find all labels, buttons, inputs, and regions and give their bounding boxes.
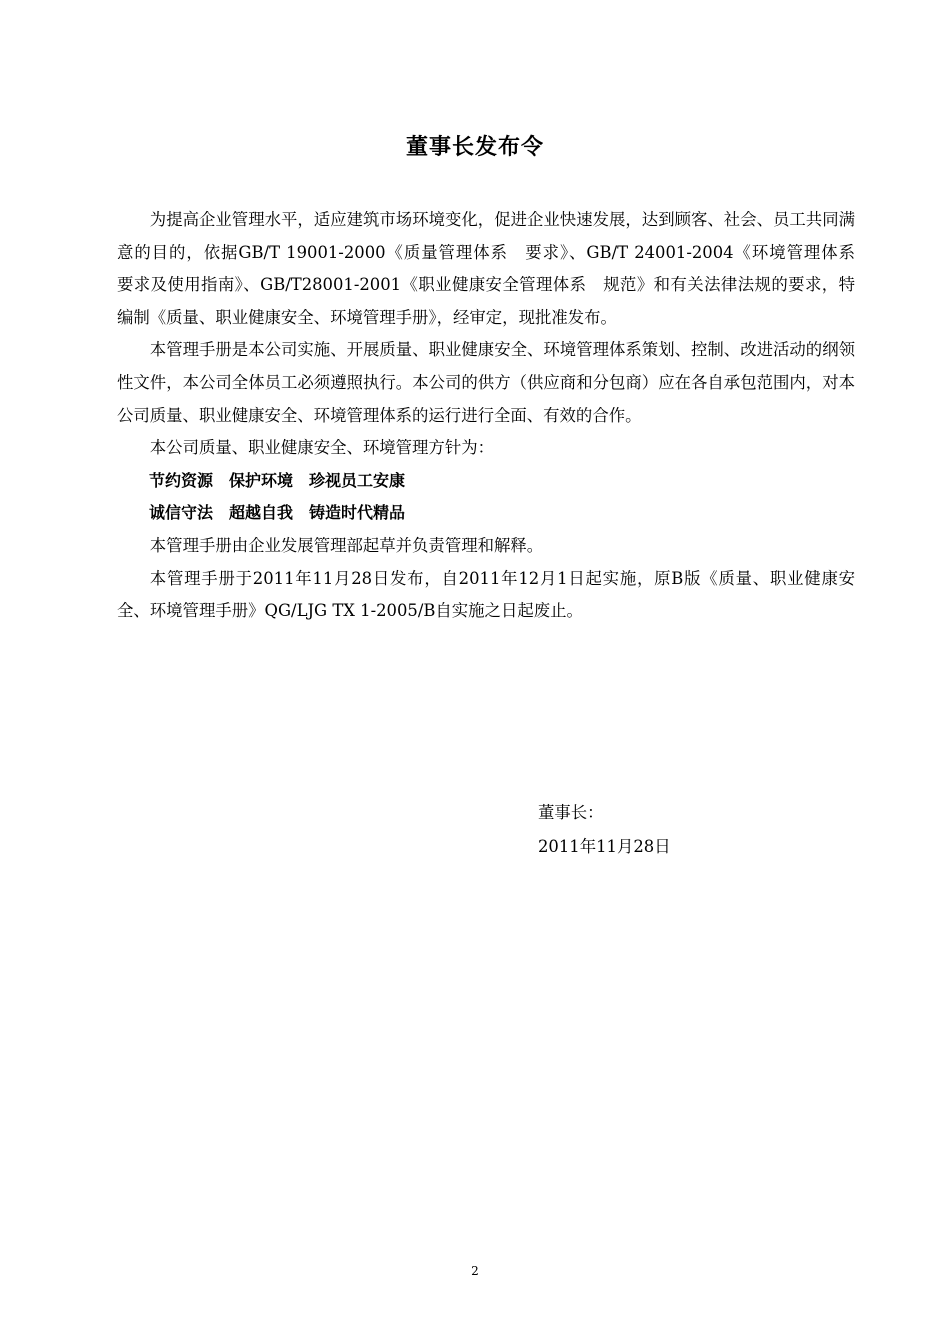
signature-date: 2011年11月28日 <box>538 837 671 856</box>
policy-line-1: 节约资源 保护环境 珍视员工安康 <box>149 470 406 490</box>
signature-role: 董事长： <box>538 803 604 822</box>
paragraph-responsibility: 本管理手册由企业发展管理部起草并负责管理和解释。 <box>149 535 544 555</box>
page-number: 2 <box>471 1264 479 1278</box>
paragraph-effective-date: 本管理手册于2011年11月28日发布，自2011年12月1日起实施，原B版《质量、职业健康安全、环境管理手册》QG/LJG TX 1-2005/B自实施之日起废止。 <box>117 568 855 621</box>
paragraph-purpose: 为提高企业管理水平，适应建筑市场环境变化，促进企业快速发展，达到顾客、社会、员工共同满意的目的，依据GB/T 19001-2000《质量管理体系 要求》、GB/T 24001-2004《环境管理体系 要求及使用指南》、GB/T28001-2001《职业健康安全管理体系 规范》和有关法律法规的要求，特编制《质量、职业健康安全、环境管理手册》，经审定，现批准发布。 <box>117 210 872 327</box>
page-title: 董事长发布令 <box>405 135 544 160</box>
paragraph-policy-intro: 本公司质量、职业健康安全、环境管理方针为： <box>149 438 494 458</box>
paragraph-scope: 本管理手册是本公司实施、开展质量、职业健康安全、环境管理体系策划、控制、改进活动的纲领性文件，本公司全体员工必须遵照执行。本公司的供方（供应商和分包商）应在各自承包范围内，对本公司质量、职业健康安全、环境管理体系的运行进行全面、有效的合作。 <box>117 340 855 425</box>
signature-block <box>538 796 671 864</box>
policy-line-2: 诚信守法 超越自我 铸造时代精品 <box>149 503 406 523</box>
document-body <box>117 204 872 628</box>
